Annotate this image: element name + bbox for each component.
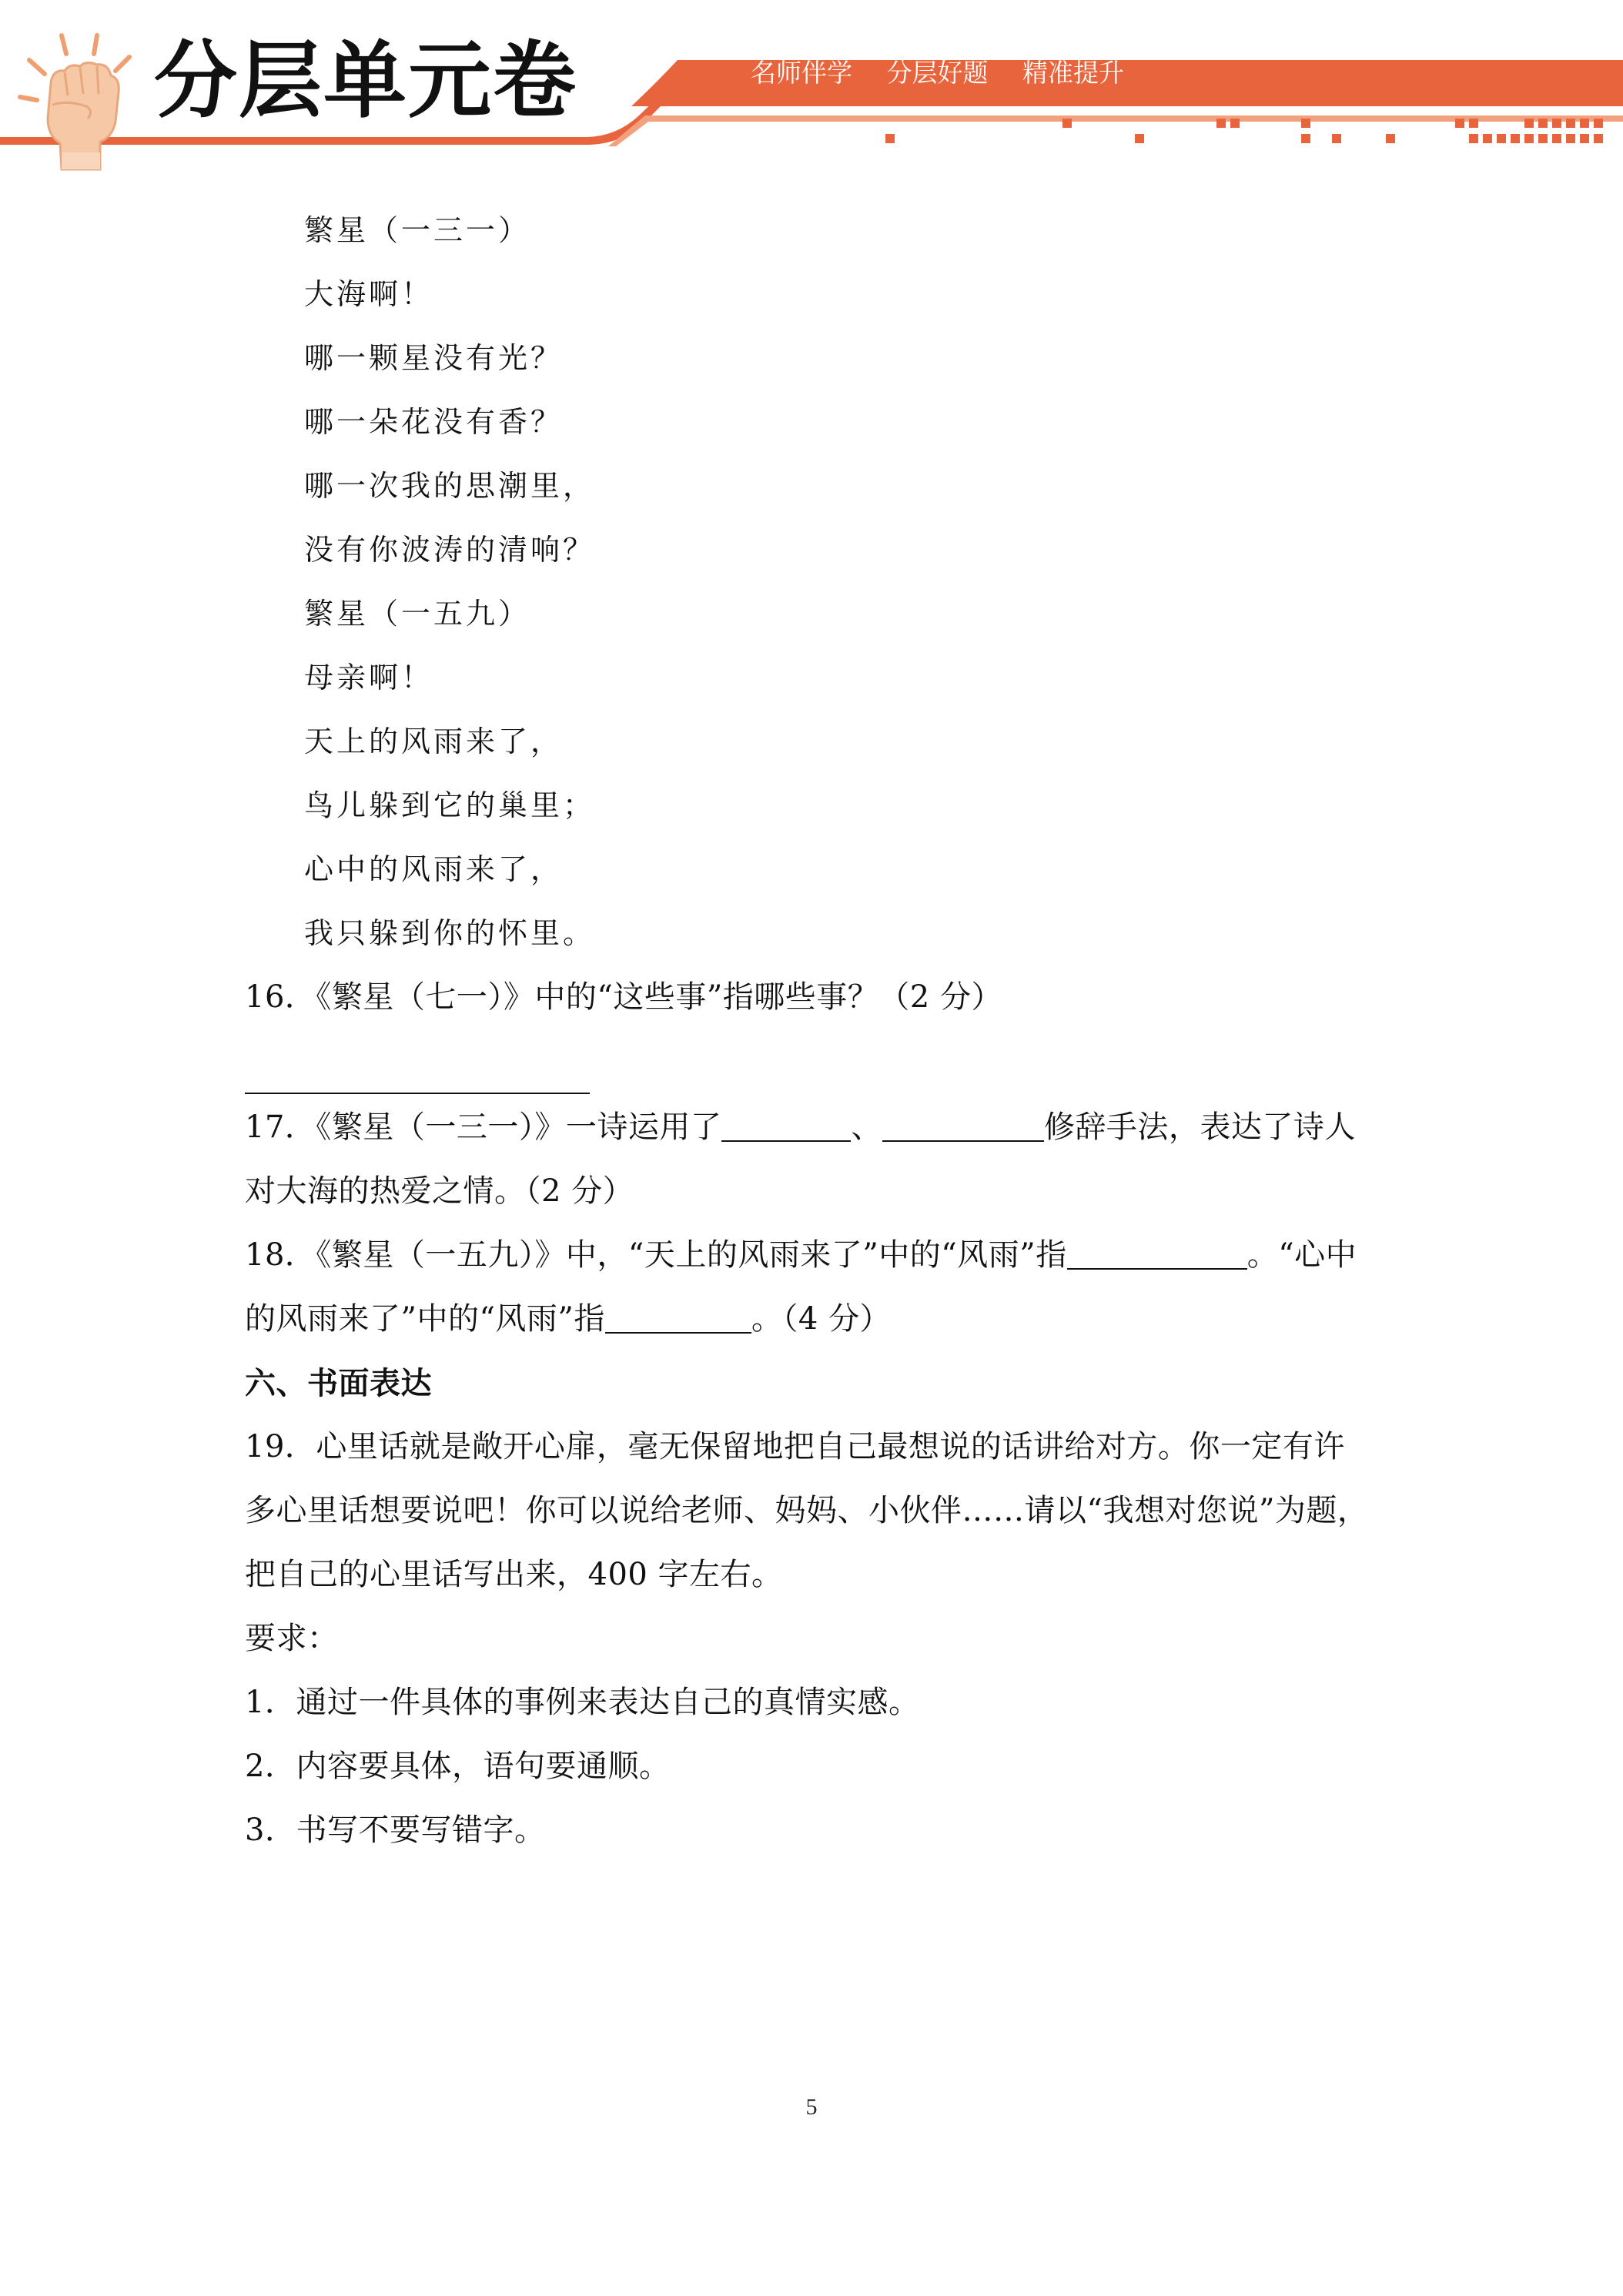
header-slogans [751, 58, 1150, 88]
poem-line: 哪一次我的思潮里， [304, 469, 596, 503]
poem-line: 我只躲到你的怀里。 [304, 916, 596, 950]
requirements-label: 要求： [245, 1621, 339, 1656]
question-17 [245, 1096, 1384, 1160]
question-18-text-d: 。（4 分） [751, 1301, 892, 1337]
question-18-text-c: 的风雨来了”中的“风雨”指 [245, 1301, 605, 1337]
answer-blank-17a[interactable] [721, 1113, 851, 1142]
answer-blank-16[interactable] [245, 1029, 590, 1094]
question-17-line-2: 对大海的热爱之情。（2 分） [245, 1173, 634, 1209]
requirement-item: 1．通过一件具体的事例来表达自己的真情实感。 [245, 1685, 920, 1720]
section-title: 六、书面表达 [245, 1365, 432, 1401]
slogan-2: 分层好题 [886, 58, 989, 88]
poem-line: 哪一颗星没有光？ [304, 341, 564, 375]
poem-line: 繁星（一三一） [304, 213, 531, 247]
slogan-3: 精准提升 [1022, 58, 1124, 88]
question-16: 16．《繁星（七一）》中的“这些事”指哪些事？（2 分） [245, 979, 1002, 1015]
question-18-text-b: 。“心中 [1247, 1237, 1357, 1273]
poem-line: 没有你波涛的清响？ [304, 533, 596, 567]
poem-line: 天上的风雨来了， [304, 725, 564, 758]
requirement-item: 3．书写不要写错字。 [245, 1812, 546, 1848]
question-18-line-2 [245, 1287, 1384, 1351]
question-19-line-1: 19．心里话就是敞开心扉，毫无保留地把自己最想说的话讲给对方。你一定有许 [245, 1429, 1345, 1464]
question-17-text-a: 17．《繁星（一三一）》一诗运用了 [245, 1110, 722, 1145]
question-18-text-a: 18．《繁星（一五九）》中，“天上的风雨来了”中的“风雨”指 [245, 1237, 1067, 1273]
poem-line: 大海啊！ [304, 277, 434, 311]
poem-block [245, 199, 1384, 966]
poem-line: 母亲啊！ [304, 661, 434, 694]
page-header [0, 0, 1623, 177]
poem-line: 繁星（一五九） [304, 597, 531, 631]
question-19-line-3: 把自己的心里话写出来，400 字左右。 [245, 1557, 783, 1592]
page-content [245, 199, 1384, 1863]
raised-fist-icon [14, 29, 145, 172]
decorative-squares [885, 119, 1603, 143]
answer-blank-18b[interactable] [605, 1304, 751, 1334]
answer-blank-17b[interactable] [882, 1113, 1044, 1142]
slogan-1: 名师伴学 [751, 58, 852, 88]
poem-line: 鸟儿躲到它的巢里； [304, 788, 596, 822]
page-number: 5 [805, 2094, 818, 2120]
question-19-line-2: 多心里话想要说吧！你可以说给老师、妈妈、小伙伴……请以“我想对您说”为题， [245, 1493, 1369, 1528]
question-18 [245, 1223, 1384, 1287]
question-17-separator: 、 [851, 1110, 882, 1145]
answer-blank-18a[interactable] [1067, 1240, 1247, 1270]
requirement-item: 2．内容要具体，语句要通顺。 [245, 1749, 671, 1784]
poem-line: 心中的风雨来了， [304, 852, 564, 886]
question-17-text-b: 修辞手法，表达了诗人 [1043, 1110, 1356, 1145]
brand-title: 分层单元卷 [154, 33, 578, 129]
poem-line: 哪一朵花没有香？ [304, 405, 564, 439]
